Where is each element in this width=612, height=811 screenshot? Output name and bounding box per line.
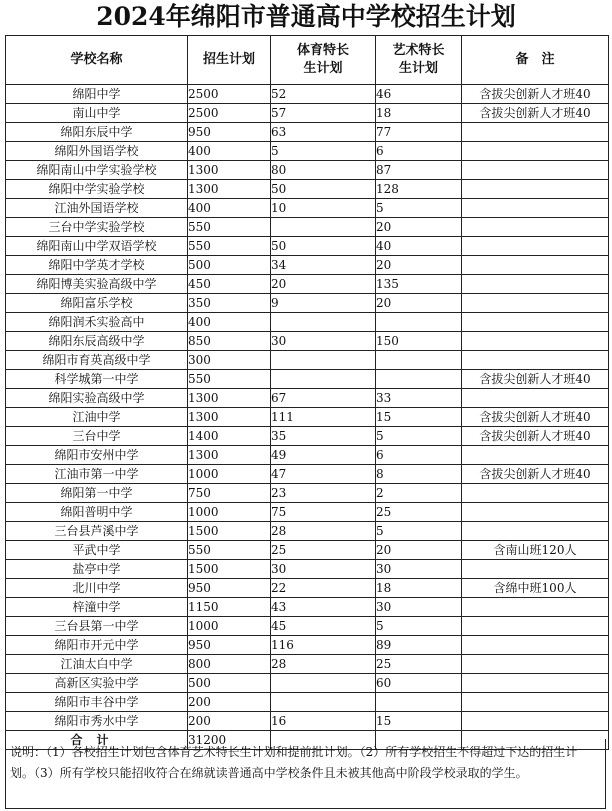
cell-art: 5 bbox=[376, 617, 462, 636]
cell-plan: 400 bbox=[188, 313, 271, 332]
table-row bbox=[6, 142, 609, 161]
cell-sports: 5 bbox=[271, 142, 376, 161]
cell-note bbox=[462, 560, 609, 579]
table-row bbox=[6, 218, 609, 237]
table-row bbox=[6, 636, 609, 655]
cell-school: 绵阳普明中学 bbox=[6, 503, 188, 522]
cell-note bbox=[462, 218, 609, 237]
table-row bbox=[6, 579, 609, 598]
cell-school: 绵阳实验高级中学 bbox=[6, 389, 188, 408]
cell-sports bbox=[271, 351, 376, 370]
total-plan: 31200 bbox=[188, 731, 271, 750]
cell-plan: 1000 bbox=[188, 617, 271, 636]
cell-school: 绵阳博美实验高级中学 bbox=[6, 275, 188, 294]
cell-art: 89 bbox=[376, 636, 462, 655]
cell-school: 绵阳润禾实验高中 bbox=[6, 313, 188, 332]
cell-note: 含拔尖创新人才班40 bbox=[462, 370, 609, 389]
cell-school: 绵阳中学英才学校 bbox=[6, 256, 188, 275]
table-header-row bbox=[6, 36, 609, 85]
cell-art: 15 bbox=[376, 712, 462, 731]
cell-plan: 1150 bbox=[188, 598, 271, 617]
cell-sports: 23 bbox=[271, 484, 376, 503]
cell-plan: 550 bbox=[188, 370, 271, 389]
page-title: 2024年绵阳市普通高中学校招生计划 bbox=[96, 2, 516, 31]
table-row bbox=[6, 237, 609, 256]
cell-art bbox=[376, 351, 462, 370]
cell-note bbox=[462, 237, 609, 256]
table-row bbox=[6, 712, 609, 731]
table-row bbox=[6, 427, 609, 446]
cell-art: 87 bbox=[376, 161, 462, 180]
cell-sports: 52 bbox=[271, 85, 376, 104]
cell-plan: 1500 bbox=[188, 522, 271, 541]
cell-sports: 57 bbox=[271, 104, 376, 123]
cell-sports: 75 bbox=[271, 503, 376, 522]
enrollment-plan-table bbox=[5, 35, 609, 750]
table-row bbox=[6, 294, 609, 313]
cell-plan: 400 bbox=[188, 142, 271, 161]
cell-plan: 950 bbox=[188, 579, 271, 598]
cell-art: 20 bbox=[376, 294, 462, 313]
cell-art: 5 bbox=[376, 427, 462, 446]
cell-note bbox=[462, 674, 609, 693]
cell-art: 46 bbox=[376, 85, 462, 104]
cell-sports: 49 bbox=[271, 446, 376, 465]
table-row bbox=[6, 180, 609, 199]
cell-school: 绵阳第一中学 bbox=[6, 484, 188, 503]
table-row bbox=[6, 161, 609, 180]
cell-art: 25 bbox=[376, 503, 462, 522]
cell-note bbox=[462, 636, 609, 655]
cell-art: 15 bbox=[376, 408, 462, 427]
cell-note bbox=[462, 294, 609, 313]
cell-art: 6 bbox=[376, 142, 462, 161]
table-row bbox=[6, 560, 609, 579]
cell-school: 绵阳中学 bbox=[6, 85, 188, 104]
cell-school: 绵阳东辰高级中学 bbox=[6, 332, 188, 351]
cell-art: 18 bbox=[376, 579, 462, 598]
table-row bbox=[6, 104, 609, 123]
cell-school: 绵阳市丰谷中学 bbox=[6, 693, 188, 712]
table-row bbox=[6, 484, 609, 503]
table-row bbox=[6, 275, 609, 294]
cell-plan: 2500 bbox=[188, 85, 271, 104]
cell-note bbox=[462, 617, 609, 636]
table-row bbox=[6, 598, 609, 617]
cell-sports: 50 bbox=[271, 180, 376, 199]
cell-sports: 50 bbox=[271, 237, 376, 256]
cell-art: 8 bbox=[376, 465, 462, 484]
cell-sports: 67 bbox=[271, 389, 376, 408]
cell-note bbox=[462, 351, 609, 370]
header-plan: 招生计划 bbox=[188, 36, 271, 85]
cell-plan: 850 bbox=[188, 332, 271, 351]
cell-art: 18 bbox=[376, 104, 462, 123]
cell-note bbox=[462, 446, 609, 465]
table-row bbox=[6, 389, 609, 408]
table-row bbox=[6, 655, 609, 674]
cell-school: 南山中学 bbox=[6, 104, 188, 123]
header-sports bbox=[271, 36, 376, 85]
cell-sports: 47 bbox=[271, 465, 376, 484]
table-row bbox=[6, 541, 609, 560]
cell-note bbox=[462, 180, 609, 199]
table-row bbox=[6, 408, 609, 427]
table-row bbox=[6, 123, 609, 142]
cell-school: 盐亭中学 bbox=[6, 560, 188, 579]
cell-note bbox=[462, 256, 609, 275]
cell-art: 128 bbox=[376, 180, 462, 199]
cell-sports: 43 bbox=[271, 598, 376, 617]
cell-sports bbox=[271, 370, 376, 389]
cell-plan: 500 bbox=[188, 256, 271, 275]
cell-school: 高新区实验中学 bbox=[6, 674, 188, 693]
cell-school: 三台中学实验学校 bbox=[6, 218, 188, 237]
cell-plan: 550 bbox=[188, 237, 271, 256]
header-school: 学校名称 bbox=[6, 36, 188, 85]
header-art-label: 艺术特长生计划 bbox=[392, 43, 445, 76]
table-row bbox=[6, 522, 609, 541]
cell-school: 梓潼中学 bbox=[6, 598, 188, 617]
cell-sports: 22 bbox=[271, 579, 376, 598]
table-row bbox=[6, 693, 609, 712]
cell-plan: 200 bbox=[188, 693, 271, 712]
cell-plan: 1000 bbox=[188, 465, 271, 484]
cell-sports bbox=[271, 313, 376, 332]
cell-art: 6 bbox=[376, 446, 462, 465]
cell-art: 150 bbox=[376, 332, 462, 351]
cell-sports: 28 bbox=[271, 522, 376, 541]
cell-school: 绵阳中学实验学校 bbox=[6, 180, 188, 199]
cell-school: 绵阳市开元中学 bbox=[6, 636, 188, 655]
cell-school: 江油中学 bbox=[6, 408, 188, 427]
cell-note bbox=[462, 389, 609, 408]
cell-art: 77 bbox=[376, 123, 462, 142]
cell-art: 2 bbox=[376, 484, 462, 503]
cell-school: 绵阳外国语学校 bbox=[6, 142, 188, 161]
cell-plan: 200 bbox=[188, 712, 271, 731]
cell-sports: 45 bbox=[271, 617, 376, 636]
cell-note bbox=[462, 484, 609, 503]
cell-note: 含拔尖创新人才班40 bbox=[462, 408, 609, 427]
cell-school: 江油外国语学校 bbox=[6, 199, 188, 218]
cell-school: 绵阳富乐学校 bbox=[6, 294, 188, 313]
cell-school: 北川中学 bbox=[6, 579, 188, 598]
cell-sports bbox=[271, 693, 376, 712]
cell-plan: 1300 bbox=[188, 161, 271, 180]
cell-school: 平武中学 bbox=[6, 541, 188, 560]
cell-art: 20 bbox=[376, 256, 462, 275]
table-row bbox=[6, 674, 609, 693]
cell-sports: 80 bbox=[271, 161, 376, 180]
table-row bbox=[6, 617, 609, 636]
cell-plan: 800 bbox=[188, 655, 271, 674]
cell-note bbox=[462, 142, 609, 161]
table-body bbox=[6, 85, 609, 731]
header-note: 备 注 bbox=[462, 36, 609, 85]
cell-note: 含南山班120人 bbox=[462, 541, 609, 560]
cell-note bbox=[462, 712, 609, 731]
cell-art: 33 bbox=[376, 389, 462, 408]
cell-plan: 1300 bbox=[188, 408, 271, 427]
cell-note bbox=[462, 161, 609, 180]
footer-note: 说明：（1）各校招生计划包含体育艺术特长生计划和提前批计划。（2）所有学校招生不得超过下达的招生计划。（3）所有学校只能招收符合在绵就读普通高中学校条件且未被其他高中阶段学校录取的学生。 bbox=[5, 739, 606, 809]
cell-plan: 550 bbox=[188, 541, 271, 560]
cell-art: 20 bbox=[376, 541, 462, 560]
table-row bbox=[6, 446, 609, 465]
cell-plan: 400 bbox=[188, 199, 271, 218]
cell-sports: 30 bbox=[271, 560, 376, 579]
cell-note bbox=[462, 693, 609, 712]
cell-school: 科学城第一中学 bbox=[6, 370, 188, 389]
cell-school: 三台县第一中学 bbox=[6, 617, 188, 636]
cell-plan: 450 bbox=[188, 275, 271, 294]
cell-note: 含拔尖创新人才班40 bbox=[462, 85, 609, 104]
cell-plan: 1000 bbox=[188, 503, 271, 522]
table-row bbox=[6, 85, 609, 104]
cell-sports: 20 bbox=[271, 275, 376, 294]
cell-school: 绵阳东辰中学 bbox=[6, 123, 188, 142]
cell-plan: 950 bbox=[188, 123, 271, 142]
table-row bbox=[6, 503, 609, 522]
cell-sports bbox=[271, 674, 376, 693]
cell-sports: 28 bbox=[271, 655, 376, 674]
table-row bbox=[6, 256, 609, 275]
table-row bbox=[6, 370, 609, 389]
table-row bbox=[6, 465, 609, 484]
cell-plan: 950 bbox=[188, 636, 271, 655]
cell-art: 5 bbox=[376, 199, 462, 218]
cell-school: 江油太白中学 bbox=[6, 655, 188, 674]
cell-art: 20 bbox=[376, 218, 462, 237]
cell-school: 绵阳南山中学实验学校 bbox=[6, 161, 188, 180]
header-art bbox=[376, 36, 462, 85]
cell-art: 25 bbox=[376, 655, 462, 674]
cell-note bbox=[462, 503, 609, 522]
cell-sports: 25 bbox=[271, 541, 376, 560]
cell-sports: 34 bbox=[271, 256, 376, 275]
cell-sports: 10 bbox=[271, 199, 376, 218]
cell-art: 5 bbox=[376, 522, 462, 541]
cell-art: 40 bbox=[376, 237, 462, 256]
header-sports-label: 体育特长生计划 bbox=[296, 43, 349, 76]
cell-school: 江油市第一中学 bbox=[6, 465, 188, 484]
cell-sports: 30 bbox=[271, 332, 376, 351]
cell-note: 含拔尖创新人才班40 bbox=[462, 104, 609, 123]
cell-plan: 1300 bbox=[188, 180, 271, 199]
cell-plan: 2500 bbox=[188, 104, 271, 123]
cell-note bbox=[462, 522, 609, 541]
total-label: 合计 bbox=[6, 731, 188, 750]
cell-art: 30 bbox=[376, 560, 462, 579]
table-row bbox=[6, 351, 609, 370]
cell-art bbox=[376, 693, 462, 712]
cell-sports: 116 bbox=[271, 636, 376, 655]
cell-note bbox=[462, 598, 609, 617]
cell-note: 含拔尖创新人才班40 bbox=[462, 427, 609, 446]
table-row bbox=[6, 199, 609, 218]
cell-sports: 35 bbox=[271, 427, 376, 446]
table-row bbox=[6, 332, 609, 351]
cell-plan: 1300 bbox=[188, 389, 271, 408]
cell-art: 30 bbox=[376, 598, 462, 617]
cell-sports bbox=[271, 218, 376, 237]
cell-art: 135 bbox=[376, 275, 462, 294]
cell-plan: 500 bbox=[188, 674, 271, 693]
cell-sports: 63 bbox=[271, 123, 376, 142]
cell-sports: 111 bbox=[271, 408, 376, 427]
cell-art: 60 bbox=[376, 674, 462, 693]
table-row bbox=[6, 313, 609, 332]
cell-note: 含拔尖创新人才班40 bbox=[462, 465, 609, 484]
cell-school: 绵阳市育英高级中学 bbox=[6, 351, 188, 370]
cell-school: 绵阳南山中学双语学校 bbox=[6, 237, 188, 256]
cell-plan: 300 bbox=[188, 351, 271, 370]
cell-sports: 9 bbox=[271, 294, 376, 313]
cell-plan: 1400 bbox=[188, 427, 271, 446]
cell-note bbox=[462, 199, 609, 218]
cell-plan: 1500 bbox=[188, 560, 271, 579]
cell-plan: 550 bbox=[188, 218, 271, 237]
cell-plan: 350 bbox=[188, 294, 271, 313]
cell-note bbox=[462, 332, 609, 351]
cell-plan: 750 bbox=[188, 484, 271, 503]
cell-plan: 1300 bbox=[188, 446, 271, 465]
cell-art bbox=[376, 313, 462, 332]
cell-note bbox=[462, 655, 609, 674]
cell-note bbox=[462, 123, 609, 142]
cell-note bbox=[462, 275, 609, 294]
cell-school: 绵阳市秀水中学 bbox=[6, 712, 188, 731]
cell-note bbox=[462, 313, 609, 332]
cell-school: 三台县芦溪中学 bbox=[6, 522, 188, 541]
cell-school: 绵阳市安州中学 bbox=[6, 446, 188, 465]
cell-sports: 16 bbox=[271, 712, 376, 731]
cell-note: 含绵中班100人 bbox=[462, 579, 609, 598]
cell-school: 三台中学 bbox=[6, 427, 188, 446]
cell-art bbox=[376, 370, 462, 389]
